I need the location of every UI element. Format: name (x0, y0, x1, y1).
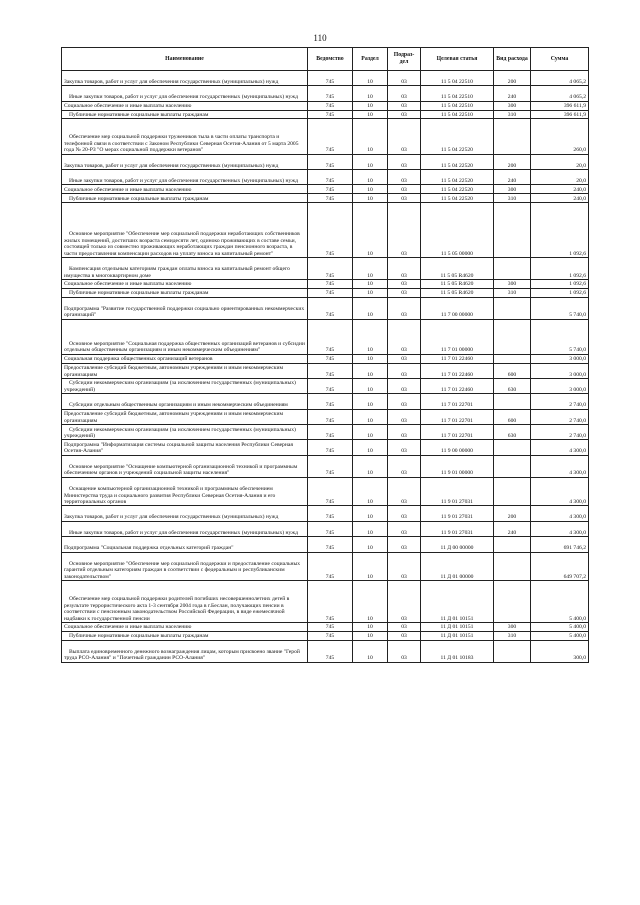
table-row (62, 455, 589, 477)
row-department-cell: 745 (308, 506, 353, 521)
row-amount-cell: 3 000,0 (531, 363, 589, 378)
row-target-article-cell: 11 5 04 22520 (421, 119, 494, 154)
row-department-cell: 745 (308, 354, 353, 363)
row-section-cell: 10 (353, 623, 388, 632)
row-name-cell: Социальное обеспечение и иные выплаты населению (62, 279, 308, 288)
row-amount-cell: 4 065,2 (531, 71, 589, 86)
row-subsection-cell: 03 (388, 71, 421, 86)
row-amount-cell: 4 300,0 (531, 455, 589, 477)
col-header-subsection: Подраз-дел (388, 48, 421, 71)
row-section-cell: 10 (353, 409, 388, 424)
table-row (62, 506, 589, 521)
row-target-article-cell: 11 5 04 22520 (421, 185, 494, 194)
table-row (62, 194, 589, 203)
table-row (62, 154, 589, 169)
row-amount-cell: 260,0 (531, 119, 589, 154)
table-row (62, 363, 589, 378)
table-row (62, 631, 589, 640)
row-expense-type-cell (494, 440, 531, 455)
row-amount-cell: 4 300,0 (531, 506, 589, 521)
row-department-cell: 745 (308, 425, 353, 440)
row-section-cell: 10 (353, 455, 388, 477)
row-section-cell: 10 (353, 319, 388, 354)
row-target-article-cell: 11 Д 01 10151 (421, 623, 494, 632)
row-expense-type-cell: 310 (494, 631, 531, 640)
row-amount-cell: 691 746,2 (531, 537, 589, 552)
row-name-cell: Подпрограмма "Информатизация системы социальной защиты населения Республики Северная Осетия-Алания" (62, 440, 308, 455)
row-subsection-cell: 03 (388, 86, 421, 101)
row-department-cell: 745 (308, 71, 353, 86)
table-row (62, 640, 589, 662)
row-name-cell: Обеспечение мер социальной поддержки родителей погибших несовершеннолетних детей в результате террористического акта 1-3 сентября 2004 года в г.Беслан, получающих пенсии в соответствии с пенсионным законодательством Российской Федерации, в виде ежемесячной надбавки к государственной пенсии (62, 581, 308, 623)
row-department-cell: 745 (308, 455, 353, 477)
row-name-cell: Закупка товаров, работ и услуг для обеспечения государственных (муниципальных) нужд (62, 506, 308, 521)
col-header-department: Ведомство (308, 48, 353, 71)
table-row (62, 101, 589, 110)
row-subsection-cell: 03 (388, 319, 421, 354)
table-row (62, 581, 589, 623)
row-section-cell: 10 (353, 194, 388, 203)
row-expense-type-cell: 310 (494, 288, 531, 297)
row-name-cell: Предоставление субсидий бюджетным, автономным учреждениям и иным некоммерческим организациям (62, 409, 308, 424)
row-amount-cell: 649 707,2 (531, 552, 589, 581)
row-section-cell: 10 (353, 640, 388, 662)
table-row (62, 477, 589, 506)
row-department-cell: 745 (308, 202, 353, 257)
row-expense-type-cell (494, 119, 531, 154)
row-expense-type-cell: 200 (494, 154, 531, 169)
row-name-cell: Выплата единовременного денежного вознаграждения лицам, которым присвоено звание "Герой труда РСО-Алания" и "Почетный гражданин РСО-Алания" (62, 640, 308, 662)
row-department-cell: 745 (308, 631, 353, 640)
row-name-cell: Субсидии некоммерческим организациям (за исключением государственных (муниципальных) учреждений) (62, 378, 308, 393)
row-section-cell: 10 (353, 425, 388, 440)
row-department-cell: 745 (308, 581, 353, 623)
row-expense-type-cell (494, 455, 531, 477)
row-department-cell: 745 (308, 409, 353, 424)
row-amount-cell: 2 740,0 (531, 409, 589, 424)
row-name-cell: Подпрограмма "Социальная поддержка отдельных категорий граждан" (62, 537, 308, 552)
row-subsection-cell: 03 (388, 521, 421, 536)
row-target-article-cell: 11 5 04 22510 (421, 86, 494, 101)
table-row (62, 110, 589, 119)
row-amount-cell: 4 300,0 (531, 521, 589, 536)
row-subsection-cell: 03 (388, 425, 421, 440)
row-name-cell: Публичные нормативные социальные выплаты гражданам (62, 631, 308, 640)
row-name-cell: Основное мероприятие "Оснащение компьютерной организационной техникой и программным обеспечением органов и учреждений социальной защиты населения" (62, 455, 308, 477)
table-row (62, 288, 589, 297)
row-amount-cell: 5 400,0 (531, 631, 589, 640)
row-section-cell: 10 (353, 71, 388, 86)
table-row (62, 257, 589, 279)
row-subsection-cell: 03 (388, 297, 421, 319)
row-name-cell: Социальная поддержка общественных организаций ветеранов (62, 354, 308, 363)
row-amount-cell: 5 740,0 (531, 319, 589, 354)
row-section-cell: 10 (353, 440, 388, 455)
row-target-article-cell: 11 5 05 R4620 (421, 279, 494, 288)
row-subsection-cell: 03 (388, 455, 421, 477)
row-expense-type-cell: 600 (494, 409, 531, 424)
row-section-cell: 10 (353, 119, 388, 154)
row-target-article-cell: 11 7 01 22701 (421, 394, 494, 409)
row-section-cell: 10 (353, 477, 388, 506)
row-expense-type-cell: 310 (494, 110, 531, 119)
row-section-cell: 10 (353, 101, 388, 110)
row-department-cell: 745 (308, 363, 353, 378)
row-name-cell: Закупка товаров, работ и услуг для обеспечения государственных (муниципальных) нужд (62, 71, 308, 86)
row-subsection-cell: 03 (388, 537, 421, 552)
row-subsection-cell: 03 (388, 378, 421, 393)
row-expense-type-cell: 200 (494, 71, 531, 86)
row-target-article-cell: 11 5 04 22510 (421, 110, 494, 119)
row-name-cell: Иные закупки товаров, работ и услуг для обеспечения государственных (муниципальных) нужд (62, 521, 308, 536)
row-subsection-cell: 03 (388, 101, 421, 110)
row-expense-type-cell (494, 319, 531, 354)
row-target-article-cell: 11 7 01 22460 (421, 354, 494, 363)
table-row (62, 440, 589, 455)
row-amount-cell: 4 300,0 (531, 440, 589, 455)
table-row (62, 354, 589, 363)
row-expense-type-cell (494, 257, 531, 279)
row-subsection-cell: 03 (388, 257, 421, 279)
row-subsection-cell: 03 (388, 154, 421, 169)
row-target-article-cell: 11 9 01 00000 (421, 455, 494, 477)
row-name-cell: Субсидии некоммерческим организациям (за исключением государственных (муниципальных) учреждений) (62, 425, 308, 440)
row-name-cell: Социальное обеспечение и иные выплаты населению (62, 623, 308, 632)
row-expense-type-cell: 240 (494, 86, 531, 101)
table-row (62, 169, 589, 184)
row-department-cell: 745 (308, 640, 353, 662)
row-department-cell: 745 (308, 169, 353, 184)
row-target-article-cell: 11 5 05 R4620 (421, 257, 494, 279)
row-target-article-cell: 11 5 05 00000 (421, 202, 494, 257)
row-name-cell: Публичные нормативные социальные выплаты гражданам (62, 194, 308, 203)
row-name-cell: Основное мероприятие "Обеспечение мер социальной поддержки и предоставление социальных гарантий отдельным категориям граждан в соответствии с федеральным и республиканским законодательством" (62, 552, 308, 581)
row-expense-type-cell: 600 (494, 363, 531, 378)
row-name-cell: Закупка товаров, работ и услуг для обеспечения государственных (муниципальных) нужд (62, 154, 308, 169)
row-subsection-cell: 03 (388, 185, 421, 194)
table-row (62, 537, 589, 552)
row-expense-type-cell (494, 537, 531, 552)
table-row (62, 394, 589, 409)
row-department-cell: 745 (308, 477, 353, 506)
row-target-article-cell: 11 Д 01 00000 (421, 552, 494, 581)
row-subsection-cell: 03 (388, 202, 421, 257)
row-target-article-cell: 11 Д 01 10151 (421, 581, 494, 623)
row-expense-type-cell (494, 552, 531, 581)
row-amount-cell: 20,0 (531, 169, 589, 184)
page-number: 110 (313, 33, 327, 43)
row-target-article-cell: 11 9 01 27031 (421, 521, 494, 536)
row-target-article-cell: 11 5 04 22520 (421, 169, 494, 184)
row-expense-type-cell: 300 (494, 101, 531, 110)
row-section-cell: 10 (353, 581, 388, 623)
col-header-expense-type: Вид расхода (494, 48, 531, 71)
table-row (62, 319, 589, 354)
row-amount-cell: 3 000,0 (531, 354, 589, 363)
budget-table (61, 47, 589, 663)
row-name-cell: Предоставление субсидий бюджетным, автономным учреждениям и иным некоммерческим организациям (62, 363, 308, 378)
row-target-article-cell: 11 9 01 27031 (421, 477, 494, 506)
table-row (62, 521, 589, 536)
row-amount-cell: 300,0 (531, 640, 589, 662)
row-amount-cell: 1 092,6 (531, 279, 589, 288)
row-amount-cell: 3 000,0 (531, 378, 589, 393)
row-subsection-cell: 03 (388, 477, 421, 506)
row-department-cell: 745 (308, 521, 353, 536)
row-expense-type-cell: 200 (494, 506, 531, 521)
row-department-cell: 745 (308, 319, 353, 354)
row-expense-type-cell (494, 477, 531, 506)
row-expense-type-cell: 310 (494, 194, 531, 203)
col-header-target-article: Целевая статья (421, 48, 494, 71)
row-name-cell: Иные закупки товаров, работ и услуг для обеспечения государственных (муниципальных) нужд (62, 169, 308, 184)
col-header-section: Раздел (353, 48, 388, 71)
row-section-cell: 10 (353, 185, 388, 194)
row-subsection-cell: 03 (388, 394, 421, 409)
row-amount-cell: 20,0 (531, 154, 589, 169)
row-section-cell: 10 (353, 288, 388, 297)
row-amount-cell: 4 065,2 (531, 86, 589, 101)
row-department-cell: 745 (308, 154, 353, 169)
row-department-cell: 745 (308, 623, 353, 632)
row-expense-type-cell (494, 640, 531, 662)
table-row (62, 86, 589, 101)
row-target-article-cell: 11 9 00 00000 (421, 440, 494, 455)
row-amount-cell: 5 740,0 (531, 297, 589, 319)
col-header-name: Наименование (62, 48, 308, 71)
row-subsection-cell: 03 (388, 363, 421, 378)
row-department-cell: 745 (308, 378, 353, 393)
row-target-article-cell: 11 5 04 22510 (421, 71, 494, 86)
row-section-cell: 10 (353, 297, 388, 319)
row-name-cell: Социальное обеспечение и иные выплаты населению (62, 101, 308, 110)
row-amount-cell: 396 611,9 (531, 110, 589, 119)
row-expense-type-cell: 300 (494, 279, 531, 288)
row-subsection-cell: 03 (388, 552, 421, 581)
row-target-article-cell: 11 7 01 22460 (421, 378, 494, 393)
row-subsection-cell: 03 (388, 623, 421, 632)
col-header-amount: Сумма (531, 48, 589, 71)
row-target-article-cell: 11 5 04 22510 (421, 101, 494, 110)
row-section-cell: 10 (353, 354, 388, 363)
row-expense-type-cell (494, 354, 531, 363)
row-section-cell: 10 (353, 257, 388, 279)
row-expense-type-cell: 630 (494, 378, 531, 393)
row-name-cell: Публичные нормативные социальные выплаты гражданам (62, 288, 308, 297)
row-expense-type-cell: 630 (494, 425, 531, 440)
row-name-cell: Социальное обеспечение и иные выплаты населению (62, 185, 308, 194)
row-section-cell: 10 (353, 279, 388, 288)
row-target-article-cell: 11 Д 01 10183 (421, 640, 494, 662)
row-department-cell: 745 (308, 552, 353, 581)
row-department-cell: 745 (308, 440, 353, 455)
table-body (62, 71, 589, 663)
row-amount-cell: 240,0 (531, 185, 589, 194)
row-expense-type-cell: 300 (494, 623, 531, 632)
row-expense-type-cell (494, 297, 531, 319)
row-department-cell: 745 (308, 101, 353, 110)
row-expense-type-cell: 240 (494, 169, 531, 184)
row-target-article-cell: 11 Д 01 10151 (421, 631, 494, 640)
table-row (62, 297, 589, 319)
table-row (62, 378, 589, 393)
row-section-cell: 10 (353, 394, 388, 409)
row-expense-type-cell: 300 (494, 185, 531, 194)
row-department-cell: 745 (308, 257, 353, 279)
row-section-cell: 10 (353, 537, 388, 552)
row-section-cell: 10 (353, 378, 388, 393)
row-amount-cell: 1 092,6 (531, 202, 589, 257)
row-subsection-cell: 03 (388, 169, 421, 184)
row-target-article-cell: 11 5 04 22520 (421, 154, 494, 169)
row-subsection-cell: 03 (388, 409, 421, 424)
row-amount-cell: 1 092,6 (531, 257, 589, 279)
row-subsection-cell: 03 (388, 506, 421, 521)
row-subsection-cell: 03 (388, 279, 421, 288)
row-name-cell: Оснащение компьютерной организационной техникой и программным обеспечением Министерства труда и социального развития Республики Северная Осетия-Алания и его территориальных органов (62, 477, 308, 506)
table-row (62, 623, 589, 632)
row-target-article-cell: 11 5 05 R4620 (421, 288, 494, 297)
row-department-cell: 745 (308, 119, 353, 154)
row-name-cell: Основное мероприятие "Социальная поддержка общественных организаций ветеранов и субсидии отдельным общественным организациям и иным некоммерческим объединениям" (62, 319, 308, 354)
row-subsection-cell: 03 (388, 288, 421, 297)
row-name-cell: Основное мероприятие "Обеспечение мер социальной поддержки неработающих собственников жилых помещений, достигших возраста семидесяти лет, одиноко проживающих в составе семьи, состоящей только из совместно проживающих неработающих граждан пенсионного возраста, в части предоставления компенсации расходов на уплату взноса на капитальный ремонт" (62, 202, 308, 257)
row-subsection-cell: 03 (388, 119, 421, 154)
row-department-cell: 745 (308, 185, 353, 194)
row-section-cell: 10 (353, 110, 388, 119)
row-expense-type-cell: 240 (494, 521, 531, 536)
row-target-article-cell: 11 7 01 22460 (421, 363, 494, 378)
row-subsection-cell: 03 (388, 194, 421, 203)
row-expense-type-cell (494, 394, 531, 409)
row-department-cell: 745 (308, 86, 353, 101)
row-subsection-cell: 03 (388, 631, 421, 640)
table-row (62, 185, 589, 194)
row-amount-cell: 2 740,0 (531, 394, 589, 409)
table-row (62, 202, 589, 257)
row-name-cell: Обеспечение мер социальной поддержки тружеников тыла в части оплаты транспорта и телефонной связи в соответствии с Законом Республики Северная Осетия-Алания от 5 марта 2005 года № 20-РЗ "О мерах социальной поддержки ветеранов" (62, 119, 308, 154)
row-department-cell: 745 (308, 288, 353, 297)
row-name-cell: Подпрограмма "Развитие государственной поддержки социально ориентированных некоммерческих организаций" (62, 297, 308, 319)
row-expense-type-cell (494, 581, 531, 623)
row-amount-cell: 5 400,0 (531, 623, 589, 632)
row-subsection-cell: 03 (388, 354, 421, 363)
row-target-article-cell: 11 7 01 22701 (421, 425, 494, 440)
row-section-cell: 10 (353, 521, 388, 536)
row-section-cell: 10 (353, 363, 388, 378)
row-subsection-cell: 03 (388, 440, 421, 455)
row-section-cell: 10 (353, 552, 388, 581)
row-target-article-cell: 11 7 01 00000 (421, 319, 494, 354)
row-expense-type-cell (494, 202, 531, 257)
row-amount-cell: 5 400,0 (531, 581, 589, 623)
table-row (62, 119, 589, 154)
row-target-article-cell: 11 7 01 22701 (421, 409, 494, 424)
row-name-cell: Компенсация отдельным категориям граждан оплаты взноса на капитальный ремонт общего имущества в многоквартирном доме (62, 257, 308, 279)
row-target-article-cell: 11 5 04 22520 (421, 194, 494, 203)
table-header-row (62, 48, 589, 71)
row-section-cell: 10 (353, 202, 388, 257)
row-department-cell: 745 (308, 279, 353, 288)
row-department-cell: 745 (308, 394, 353, 409)
row-department-cell: 745 (308, 297, 353, 319)
row-department-cell: 745 (308, 537, 353, 552)
row-name-cell: Иные закупки товаров, работ и услуг для обеспечения государственных (муниципальных) нужд (62, 86, 308, 101)
row-target-article-cell: 11 Д 00 00000 (421, 537, 494, 552)
row-amount-cell: 1 092,6 (531, 288, 589, 297)
row-department-cell: 745 (308, 110, 353, 119)
row-amount-cell: 396 611,9 (531, 101, 589, 110)
row-subsection-cell: 03 (388, 581, 421, 623)
row-section-cell: 10 (353, 86, 388, 101)
row-name-cell: Публичные нормативные социальные выплаты гражданам (62, 110, 308, 119)
row-name-cell: Субсидии отдельным общественным организациям и иным некоммерческим объединениям (62, 394, 308, 409)
row-amount-cell: 4 300,0 (531, 477, 589, 506)
table-row (62, 71, 589, 86)
row-department-cell: 745 (308, 194, 353, 203)
table-row (62, 409, 589, 424)
row-subsection-cell: 03 (388, 110, 421, 119)
row-section-cell: 10 (353, 506, 388, 521)
row-section-cell: 10 (353, 169, 388, 184)
row-target-article-cell: 11 7 00 00000 (421, 297, 494, 319)
table-row (62, 552, 589, 581)
table-row (62, 279, 589, 288)
row-amount-cell: 2 740,0 (531, 425, 589, 440)
row-subsection-cell: 03 (388, 640, 421, 662)
row-target-article-cell: 11 9 01 27031 (421, 506, 494, 521)
row-section-cell: 10 (353, 631, 388, 640)
row-amount-cell: 240,0 (531, 194, 589, 203)
row-section-cell: 10 (353, 154, 388, 169)
table-row (62, 425, 589, 440)
